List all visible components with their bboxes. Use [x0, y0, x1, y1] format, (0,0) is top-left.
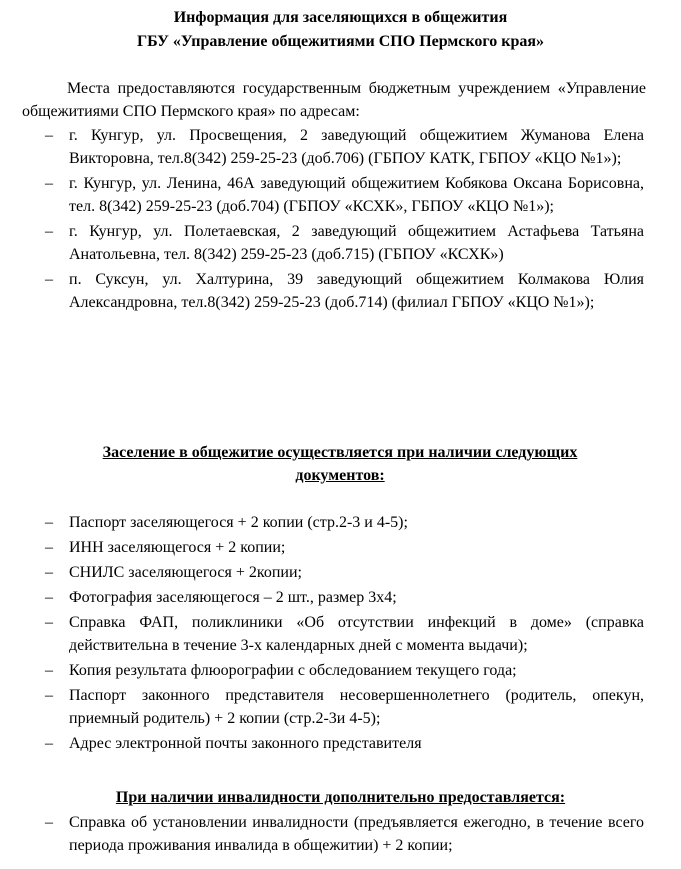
- address-text: г. Кунгур, ул. Просвещения, 2 заведующий общежитием Жуманова Елена Викторовна, тел.8(342) 259-25-23 (доб.706) (ГБПОУ КАТК, ГБПОУ «КЦО №1»);: [69, 127, 644, 167]
- address-text: г. Кунгур, ул. Ленина, 46А заведующий общежитием Кобякова Оксана Борисовна, тел. 8(342) 259-25-23 (доб.704) (ГБПОУ «КСХК», ГБПОУ «КЦО №1»);: [69, 175, 644, 215]
- document-text: Паспорт заселяющегося + 2 копии (стр.2-3 и 4-5);: [69, 514, 408, 531]
- dash-marker: –: [45, 589, 53, 606]
- dash-marker: –: [45, 687, 53, 704]
- dash-marker: –: [45, 127, 53, 144]
- list-item: [0, 536, 644, 559]
- list-item: [0, 811, 644, 857]
- dash-marker: –: [45, 223, 53, 240]
- documents-list: [0, 511, 681, 757]
- document-text: СНИЛС заселяющегося + 2копии;: [69, 564, 302, 581]
- documents-heading: Заселение в общежитие осуществляется при наличии следующих документов:: [102, 444, 578, 484]
- dash-marker: –: [45, 271, 53, 288]
- list-item: [0, 561, 644, 584]
- address-text: г. Кунгур, ул. Полетаевская, 2 заведующий общежитием Астафьева Татьяна Анатольевна, тел. 8(342) 259-25-23 (доб.715) (ГБПОУ «КСХК»): [69, 223, 644, 263]
- disability-heading: При наличии инвалидности дополнительно предоставляется:: [115, 789, 566, 806]
- document-text: Фотография заселяющегося – 2 шт., размер 3х4;: [69, 589, 397, 606]
- list-item: [0, 659, 644, 682]
- document-title-line2: ГБУ «Управление общежитиями СПО Пермского края»: [136, 33, 545, 50]
- document-title-line1: Информация для заселяющихся в общежития: [173, 9, 508, 26]
- document-text: Адрес электронной почты законного представителя: [69, 735, 422, 752]
- list-item: [0, 511, 644, 534]
- list-item: [0, 586, 644, 609]
- dash-marker: –: [45, 539, 53, 556]
- document-text: Копия результата флюорографии с обследованием текущего года;: [69, 662, 517, 679]
- address-list: [0, 124, 681, 316]
- dash-marker: –: [45, 614, 53, 631]
- list-item: [0, 220, 644, 266]
- document-text: Паспорт законного представителя несовершеннолетнего (родитель, опекун, приемный родитель) + 2 копии (стр.2-3и 4-5);: [69, 687, 644, 727]
- list-item: [0, 684, 644, 730]
- list-item: [0, 124, 644, 170]
- dash-marker: –: [45, 564, 53, 581]
- dash-marker: –: [45, 662, 53, 679]
- list-item: [0, 172, 644, 218]
- list-item: [0, 611, 644, 657]
- dash-marker: –: [45, 814, 53, 831]
- dash-marker: –: [45, 514, 53, 531]
- document-text: Справка ФАП, поликлиники «Об отсутствии инфекций в доме» (справка действительна в течение 3-х календарных дней с момента выдачи);: [69, 614, 644, 654]
- disability-text: Справка об установлении инвалидности (предъявляется ежегодно, в течение всего периода проживания инвалида в общежитии) + 2 копии;: [69, 814, 644, 854]
- intro-paragraph: Места предоставляются государственным бюджетным учреждением «Управление общежитиями СПО Пермского края» по адресам:: [22, 80, 646, 120]
- document-text: ИНН заселяющегося + 2 копии;: [69, 539, 286, 556]
- disability-list: [0, 811, 681, 859]
- address-text: п. Суксун, ул. Халтурина, 39 заведующий общежитием Колмакова Юлия Александровна, тел.8(342) 259-25-23 (доб.714) (филиал ГБПОУ «КЦО №1»);: [69, 271, 644, 311]
- dash-marker: –: [45, 735, 53, 752]
- dash-marker: –: [45, 175, 53, 192]
- list-item: [0, 732, 644, 755]
- list-item: [0, 268, 644, 314]
